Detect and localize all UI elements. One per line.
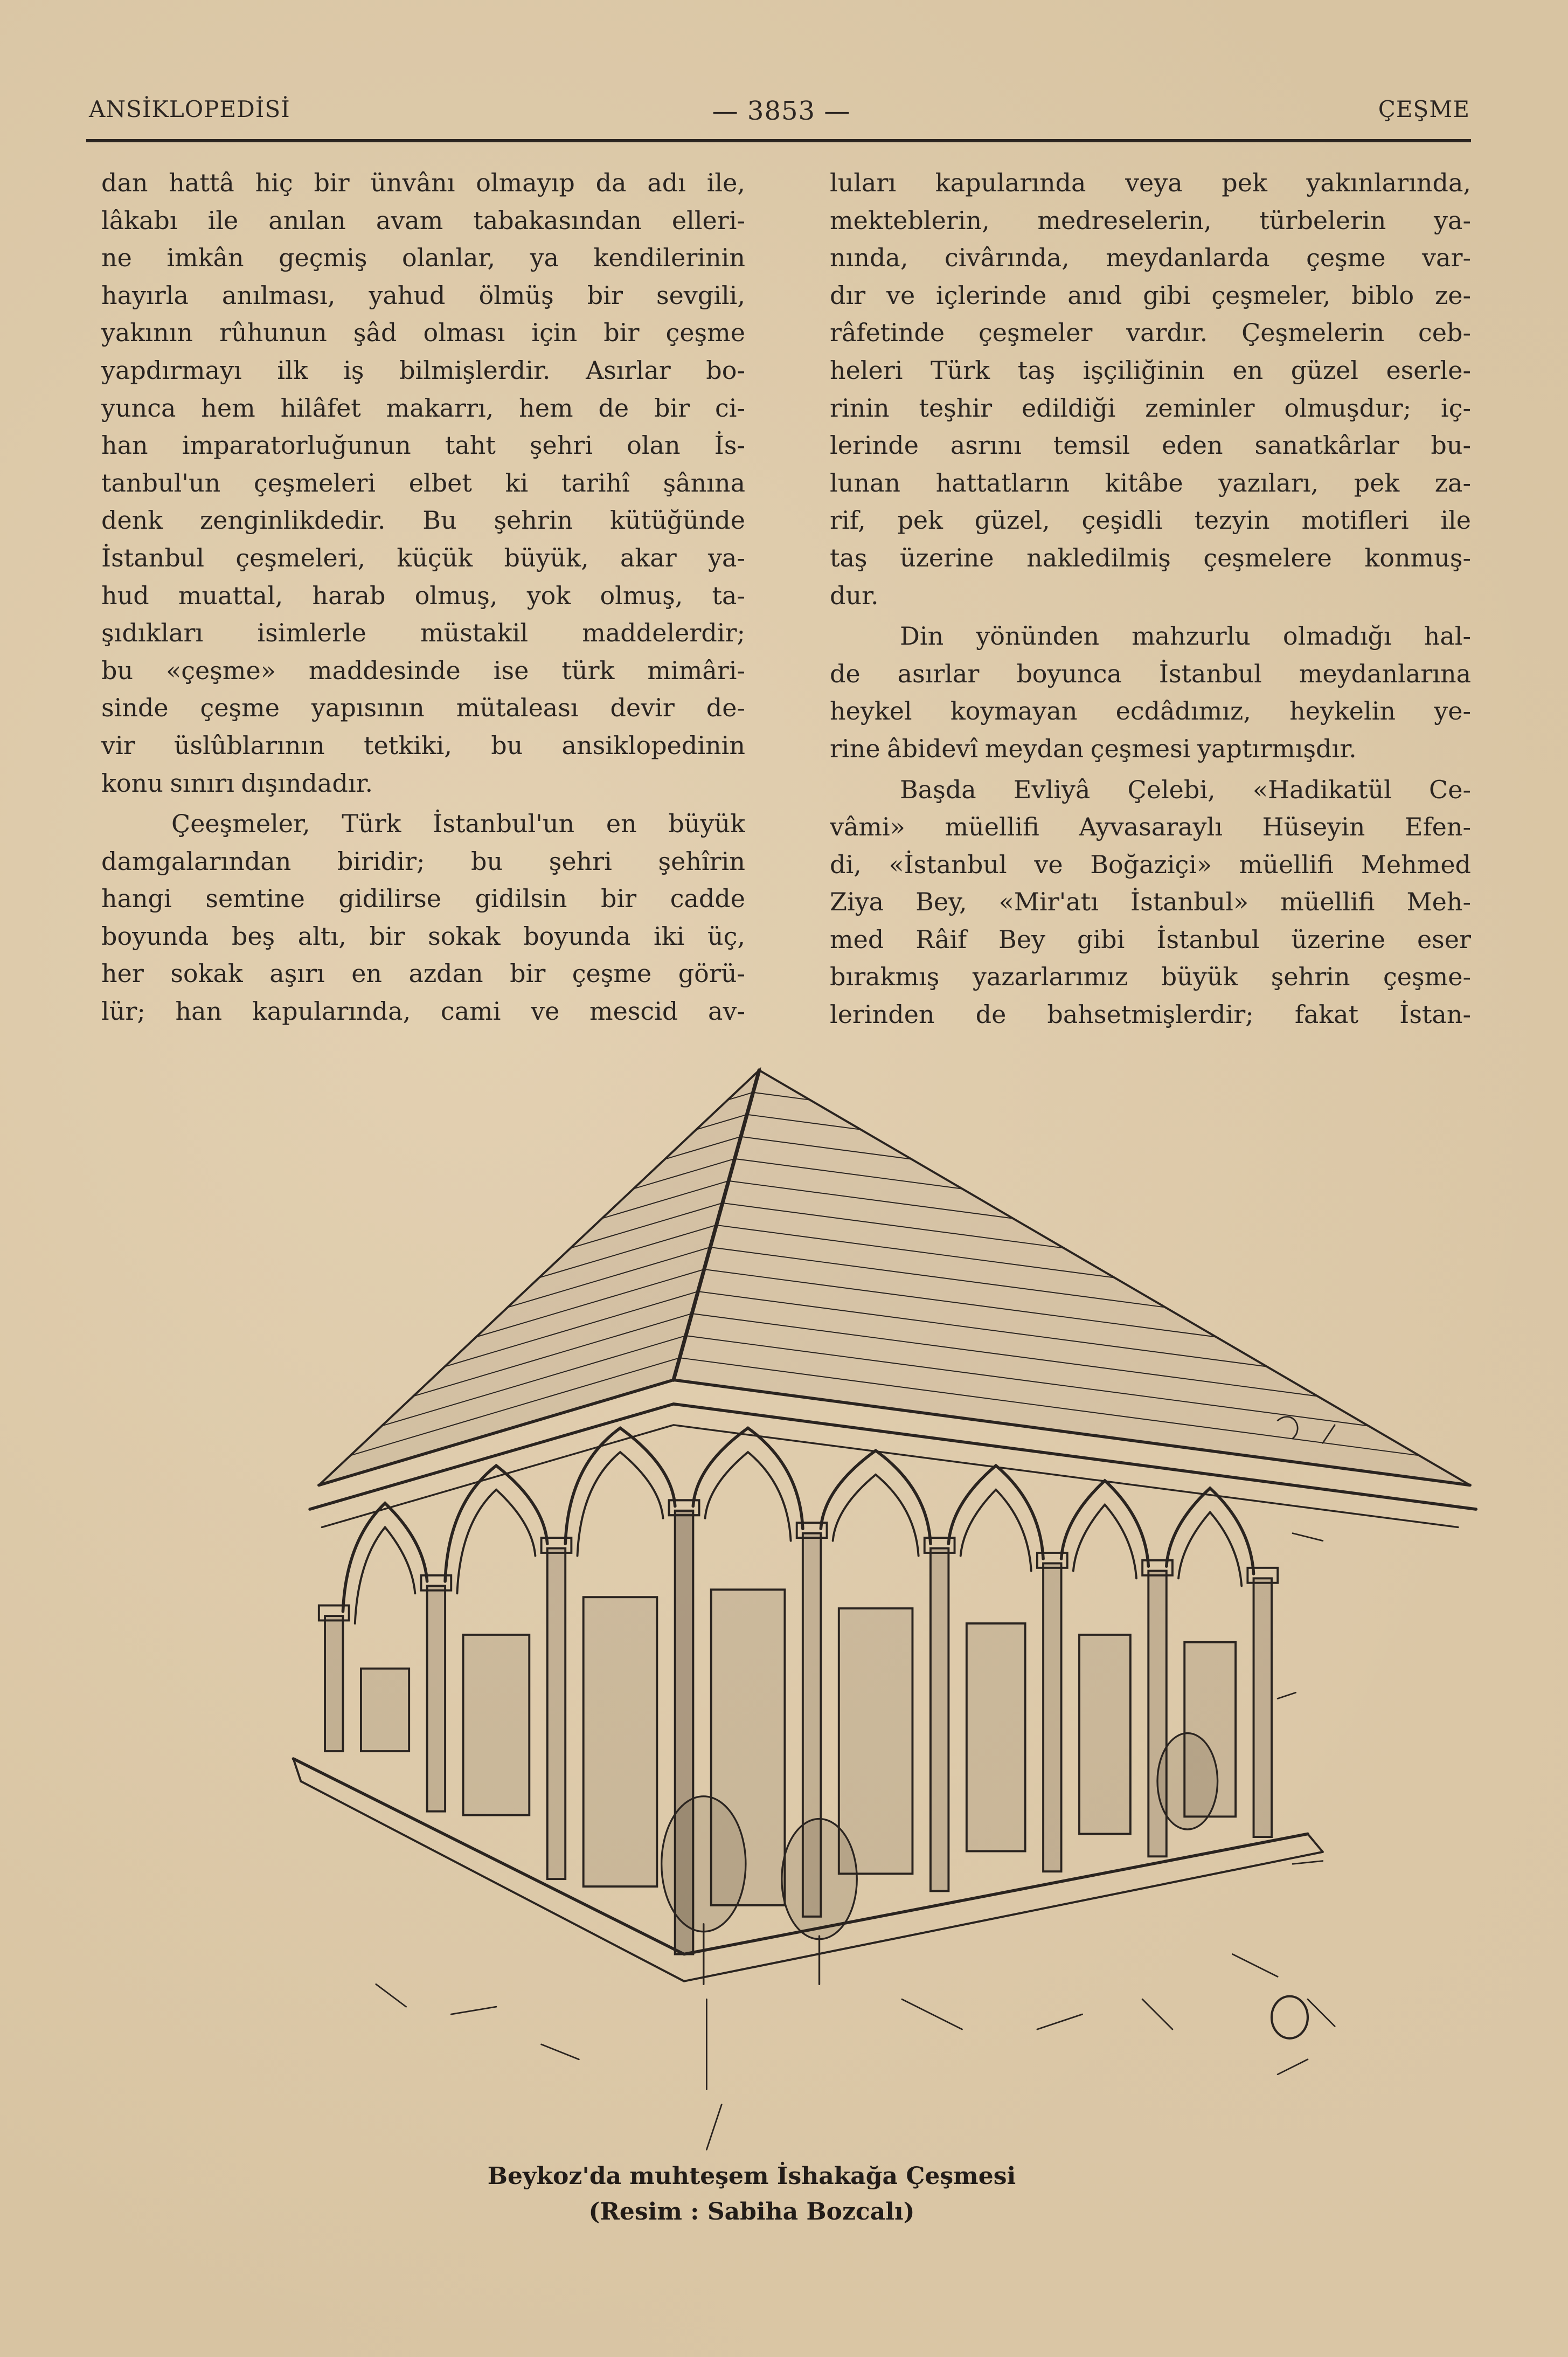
grille-window <box>361 1669 409 1751</box>
text-line: boyunda beş altı, bir sokak boyunda iki üç, <box>101 921 745 951</box>
text-line: di, «İstanbul ve Boğaziçi» müellifi Mehmed <box>830 849 1471 879</box>
grille-window <box>839 1608 913 1874</box>
text-line: dan hattâ hiç bir ünvânı olmayıp da adı ile, <box>101 168 745 197</box>
pointed-arch <box>343 1503 427 1612</box>
text-line: heleri Türk taş işçiliğinin en güzel eserle- <box>830 355 1471 385</box>
text-line: han imparatorluğunun taht şehri olan İs- <box>101 431 745 460</box>
text-line: denk zenginlikdedir. Bu şehrin kütüğünde <box>101 506 745 535</box>
arch-inner <box>705 1452 791 1541</box>
text-line: vâmi» müellifi Ayvasaraylı Hüseyin Efen- <box>830 812 1471 842</box>
roof <box>310 1070 1476 1527</box>
text-line: hayırla anılması, yahud ölmüş bir sevgili, <box>101 280 745 310</box>
text-line: rif, pek güzel, çeşidli tezyin motifleri ile <box>830 506 1471 535</box>
running-head-entry: ÇEŞME <box>1378 96 1470 122</box>
text-line: konu sınırı dışındadır. <box>101 768 373 798</box>
column <box>1043 1563 1061 1871</box>
text-line: dur. <box>830 580 879 610</box>
text-line: vir üslûblarının tetkiki, bu ansiklopedinin <box>101 730 745 760</box>
text-line: İstanbul çeşmeleri, küçük büyük, akar ya- <box>101 543 745 572</box>
text-line: Din yönünden mahzurlu olmadığı hal- <box>900 621 1471 651</box>
arch-inner <box>457 1490 535 1593</box>
text-line: lerinden de bahsetmişlerdir; fakat İstan- <box>830 1000 1471 1029</box>
text-line: med Râif Bey gibi İstanbul üzerine eser <box>830 924 1471 954</box>
text-line: bu «çeşme» maddesinde ise türk mimâri- <box>101 655 745 685</box>
text-line: rine âbidevî meydan çeşmesi yaptırmışdır. <box>830 734 1357 763</box>
text-line: lunan hattatların kitâbe yazıları, pek za- <box>830 468 1471 497</box>
text-line: şıdıkları isimlerle müstakil maddelerdir; <box>101 618 745 648</box>
pointed-arch <box>565 1428 675 1544</box>
arch-inner <box>1073 1505 1136 1579</box>
text-line: her sokak aşırı en azdan bir çeşme görü- <box>101 959 745 989</box>
pointed-arch <box>1061 1481 1149 1566</box>
text-line: sinde çeşme yapısının mütaleası devir de- <box>101 693 745 723</box>
arch-inner <box>833 1475 919 1556</box>
text-line: bırakmış yazarlarımız büyük şehrin çeşme- <box>830 962 1471 992</box>
page-number: — 3853 — <box>712 96 851 126</box>
text-line: Başda Evliyâ Çelebi, «Hadikatül Ce- <box>900 775 1471 804</box>
text-line: luları kapularında veya pek yakınlarında, <box>830 168 1471 197</box>
text-line: yunca hem hilâfet makarrı, hem de bir ci- <box>101 393 745 423</box>
column <box>547 1549 565 1879</box>
text-line: Ziya Bey, «Mir'atı İstanbul» müellifi Meh- <box>830 887 1471 917</box>
text-line: taş üzerine nakledilmiş çeşmelere konmuş- <box>830 543 1471 572</box>
text-line: hud muattal, harab olmuş, yok olmuş, ta- <box>101 580 745 610</box>
text-line: de asırlar boyunca İstanbul meydanlarına <box>830 659 1471 688</box>
figure-credit: (Resim : Sabiha Bozcalı) <box>588 2198 915 2225</box>
text-line: Çeeşmeler, Türk İstanbul'un en büyük <box>171 809 745 839</box>
text-line: yakının rûhunun şâd olması için bir çeşme <box>101 318 745 348</box>
text-line: heykel koymayan ecdâdımız, heykelin ye- <box>830 696 1471 726</box>
text-line: nında, civârında, meydanlarda çeşme var- <box>830 243 1471 273</box>
grille-window <box>584 1597 657 1886</box>
grille-window <box>967 1623 1025 1851</box>
text-line: dır ve içlerinde anıd gibi çeşmeler, biblo ze- <box>830 280 1471 310</box>
grille-window <box>1079 1635 1130 1834</box>
text-line: ne imkân geçmiş olanlar, ya kendilerinin <box>101 243 745 273</box>
column <box>1148 1571 1166 1856</box>
text-line: lür; han kapularında, cami ve mescid av- <box>101 997 745 1026</box>
text-line: lerinde asrını temsil eden sanatkârlar bu- <box>830 431 1471 460</box>
text-line: rinin teşhir edildiği zeminler olmuşdur; iç- <box>830 393 1471 423</box>
grille-window <box>463 1635 530 1815</box>
text-line: tanbul'un çeşmeleri elbet ki tarihî şânına <box>101 468 745 497</box>
arch-inner <box>355 1527 415 1623</box>
pointed-arch <box>1167 1488 1254 1574</box>
column <box>1254 1578 1272 1837</box>
arch-inner <box>961 1490 1031 1571</box>
text-line: lâkabı ile anılan avam tabakasından elleri- <box>101 205 745 235</box>
text-line: yapdırmayı ilk iş bilmişlerdir. Asırlar bo- <box>101 355 745 385</box>
arch-inner <box>578 1452 663 1556</box>
arch-inner <box>1178 1512 1241 1586</box>
text-line: damgalarından biridir; bu şehri şehîrin <box>101 846 745 876</box>
column <box>931 1549 948 1891</box>
figure-caption: Beykoz'da muhteşem İshakağa Çeşmesi <box>487 2162 1016 2190</box>
column <box>427 1586 445 1811</box>
text-line: mekteblerin, medreselerin, türbelerin ya- <box>830 205 1471 235</box>
running-head-title: ANSİKLOPEDİSİ <box>89 96 290 122</box>
text-line: hangi semtine gidilirse gidilsin bir cadde <box>101 884 745 914</box>
text-line: râfetinde çeşmeler vardır. Çeşmelerin ceb- <box>830 318 1471 348</box>
column <box>325 1616 343 1751</box>
